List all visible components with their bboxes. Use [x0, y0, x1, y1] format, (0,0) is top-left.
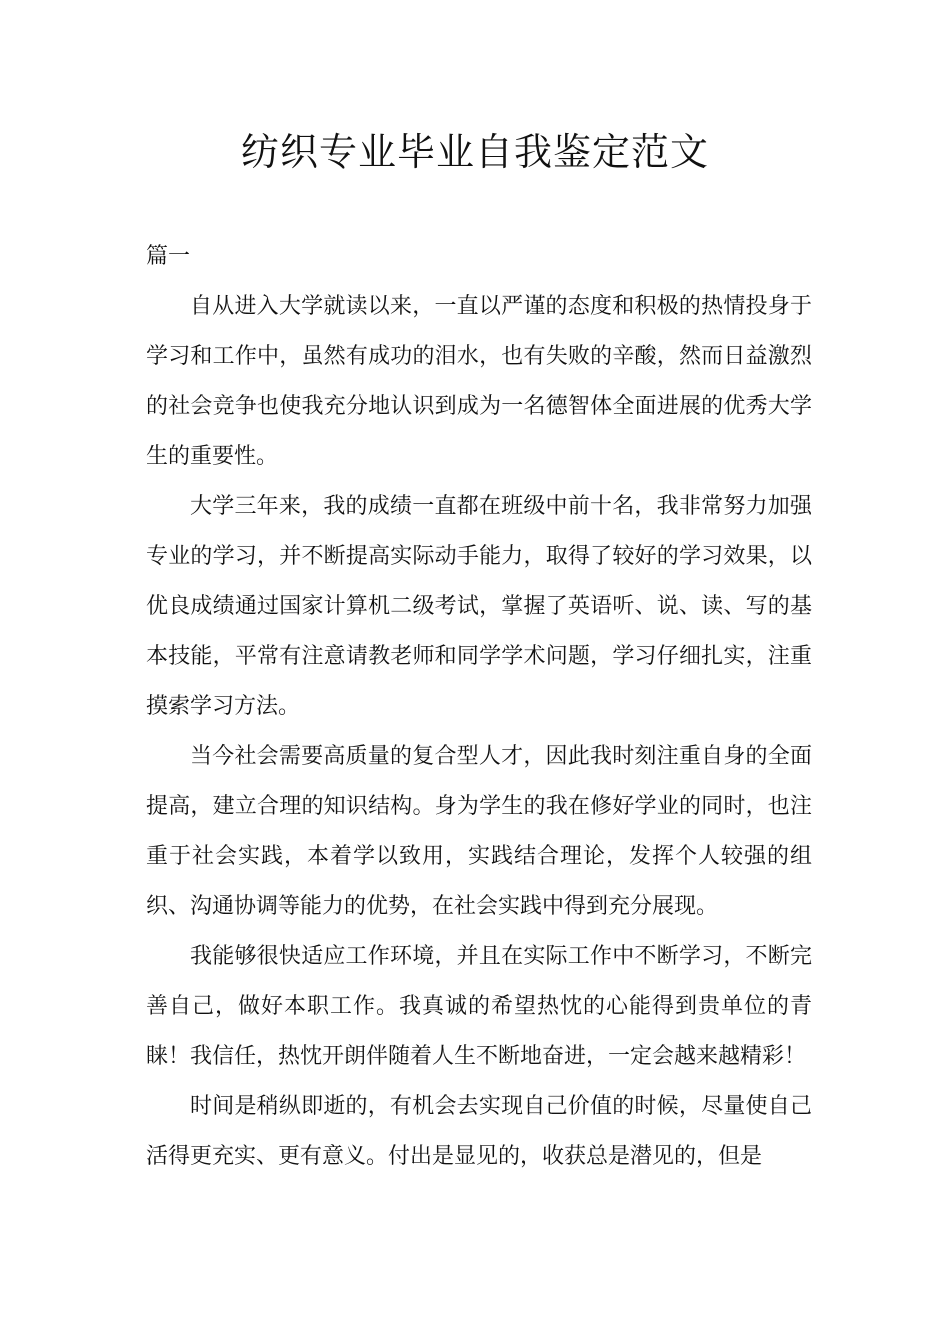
paragraph-2: 大学三年来，我的成绩一直都在班级中前十名，我非常努力加强专业的学习，并不断提高实际动手能力，取得了较好的学习效果，以优良成绩通过国家计算机二级考试，掌握了英语听、说、读、写的基本技能，平常有注意请教老师和同学学术问题，学习仔细扎实，注重摸索学习方法。 — [146, 494, 812, 719]
section-label: 篇一 — [146, 244, 191, 269]
paragraph-3: 当今社会需要高质量的复合型人才，因此我时刻注重自身的全面提高，建立合理的知识结构。身为学生的我在修好学业的同时，也注重于社会实践，本着学以致用，实践结合理论，发挥个人较强的组织、沟通协调等能力的优势，在社会实践中得到充分展现。 — [146, 744, 812, 919]
paragraph-4: 我能够很快适应工作环境，并且在实际工作中不断学习，不断完善自己，做好本职工作。我真诚的希望热忱的心能得到贵单位的青睐！我信任，热忱开朗伴随着人生不断地奋进，一定会越来越精彩！ — [146, 944, 812, 1069]
document-title: 纺织专业毕业自我鉴定范文 — [240, 130, 709, 174]
paragraph-5: 时间是稍纵即逝的，有机会去实现自己价值的时候，尽量使自己活得更充实、更有意义。付出是显见的，收获总是潜见的，但是 — [146, 1094, 812, 1169]
document-body — [146, 232, 812, 1182]
paragraph-1: 自从进入大学就读以来，一直以严谨的态度和积极的热情投身于学习和工作中，虽然有成功的泪水，也有失败的辛酸，然而日益激烈的社会竞争也使我充分地认识到成为一名德智体全面进展的优秀大学生的重要性。 — [146, 294, 812, 469]
